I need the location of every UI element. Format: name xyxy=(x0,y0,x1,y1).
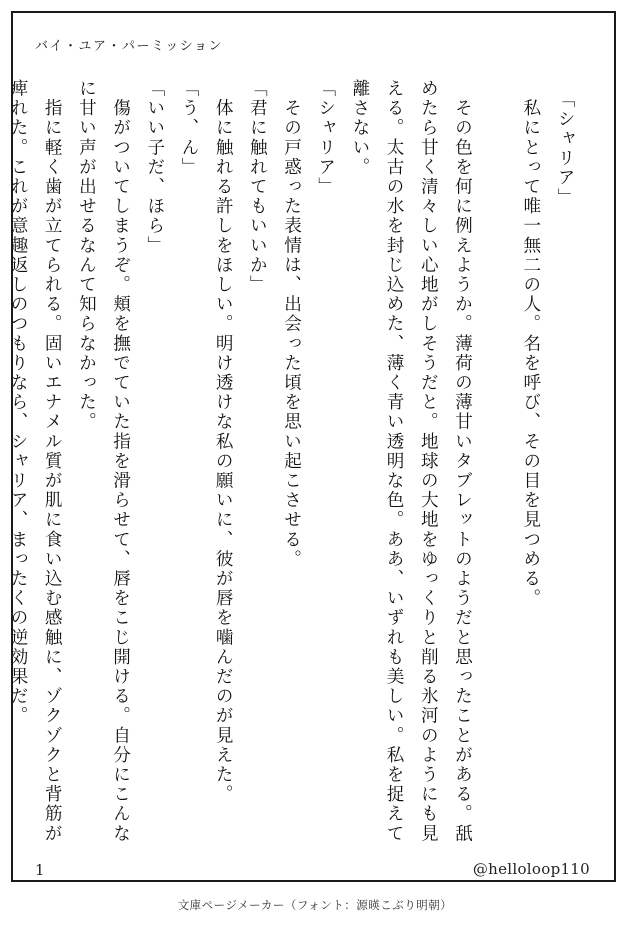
text-column: 「君に触れてもいいか」 xyxy=(247,79,268,295)
text-column: 体に触れる許しをほしい。明け透けな私の願いに、彼が唇を噛んだのが見えた。 xyxy=(213,79,234,805)
text-column xyxy=(479,79,513,869)
running-title: バイ・ユア・パーミッション xyxy=(35,39,223,54)
page-frame xyxy=(8,11,616,882)
text-column: 指に軽く歯が立てられる。固いエナメル質が肌に食い込む感触に、ゾクゾクと背筋が xyxy=(42,79,63,844)
text-column: 「う、ん」 xyxy=(178,79,199,177)
text-column: 私にとって唯一無二の人。名を呼び、その目を見つめる。 xyxy=(520,79,541,609)
text-column: 「シャリア」 xyxy=(555,79,575,208)
text-column: 傷がついてしまうぞ。頬を撫でていた指を滑らせて、唇をこじ開ける。自分にこんな xyxy=(110,79,131,844)
footer-credit: 文庫ページメーカー（フォント：源暎こぶり明朝） xyxy=(177,898,453,912)
text-column: 「いい子だ、ほら」 xyxy=(144,79,165,256)
vertical-text-block xyxy=(0,79,582,869)
text-column: めたら甘く清々しい心地がしそうだと。地球の大地をゆっくりと削る氷河のようにも見 xyxy=(418,79,439,844)
text-column: その戸惑った表情は、出会った頃を思い起こさせる。 xyxy=(281,79,302,569)
text-column: える。太古の水を封じ込めた、薄く青い透明な色。ああ、いずれも美しい。私を捉えて xyxy=(384,79,405,844)
author-handle: @helloloop110 xyxy=(472,860,590,878)
page-number: 1 xyxy=(35,861,45,879)
text-column: その色を何に例えようか。薄荷の薄甘いタブレットのようだと思ったことがある。舐 xyxy=(452,79,473,844)
text-column: 「シャリア」 xyxy=(315,79,336,197)
text-column: 離さない。 xyxy=(349,79,370,177)
text-column: に甘い声が出せるなんて知らなかった。 xyxy=(76,79,97,432)
text-column: 痺れた。これが意趣返しのつもりなら、シャリア、まったくの逆効果だ。 xyxy=(8,79,28,726)
